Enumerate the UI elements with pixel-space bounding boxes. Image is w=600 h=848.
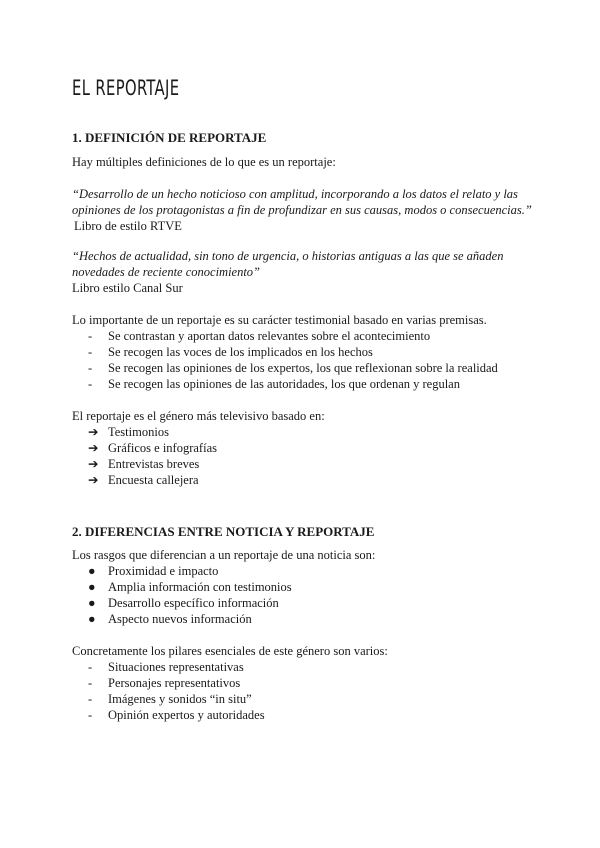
pillars-list <box>88 659 265 723</box>
section-2-heading: 2. DIFERENCIAS ENTRE NOTICIA Y REPORTAJE <box>72 524 375 539</box>
pillars-intro: Concretamente los pilares esenciales de este género son varios: <box>72 644 388 658</box>
list-item: ➔ Gráficos e infografías <box>88 441 217 455</box>
list-item: - Se recogen las opiniones de los expertos, los que reflexionan sobre la realidad <box>88 361 498 375</box>
dash-marker: - <box>88 377 93 391</box>
list-item: ➔ Testimonios <box>88 425 169 439</box>
quote-1-line-1: “Desarrollo de un hecho noticioso con amplitud, incorporando a los datos el relato y las <box>72 187 518 201</box>
list-item: - Se contrastan y aportan datos relevantes sobre el acontecimiento <box>88 329 431 343</box>
quote-2-line-2: novedades de reciente conocimiento” <box>72 265 261 279</box>
dash-marker: - <box>88 660 93 674</box>
bullet-icon: ● <box>88 596 96 610</box>
tv-intro: El reportaje es el género más televisivo basado en: <box>72 409 325 423</box>
arrow-icon: ➔ <box>88 441 99 455</box>
bullet-icon: ● <box>88 580 96 594</box>
dash-marker: - <box>88 329 93 343</box>
bullet-icon: ● <box>88 564 96 578</box>
arrow-icon: ➔ <box>88 473 99 487</box>
list-item: - Personajes representativos <box>88 676 241 690</box>
arrow-icon: ➔ <box>88 457 99 471</box>
list-item: - Opinión expertos y autoridades <box>88 708 265 722</box>
list-item: ➔ Entrevistas breves <box>88 457 200 471</box>
bullet-icon: ● <box>88 612 96 626</box>
list-item: ● Amplia información con testimonios <box>88 580 292 594</box>
list-item: - Se recogen las voces de los implicados en los hechos <box>88 345 373 359</box>
quote-1 <box>72 186 532 218</box>
dash-marker: - <box>88 692 93 706</box>
document-title: EL REPORTAJE <box>72 76 180 100</box>
section-1-intro: Hay múltiples definiciones de lo que es un reportaje: <box>72 155 336 169</box>
list-item: - Situaciones representativas <box>88 660 244 674</box>
list-item: ➔ Encuesta callejera <box>88 473 199 487</box>
dash-marker: - <box>88 345 93 359</box>
traits-list <box>88 563 292 627</box>
list-item: - Se recogen las opiniones de las autoridades, los que ordenan y regulan <box>88 377 460 391</box>
list-item: ● Desarrollo específico información <box>88 596 279 610</box>
list-item: ● Aspecto nuevos información <box>88 612 252 626</box>
list-item: ● Proximidad e impacto <box>88 564 219 578</box>
quote-2 <box>72 248 532 280</box>
arrow-icon: ➔ <box>88 425 99 439</box>
section-2-intro: Los rasgos que diferencian a un reportaje de una noticia son: <box>72 548 376 562</box>
premises-intro: Lo importante de un reportaje es su carácter testimonial basado en varias premisas. <box>72 313 487 327</box>
quote-2-source: Libro estilo Canal Sur <box>72 281 183 295</box>
section-1-heading: 1. DEFINICIÓN DE REPORTAJE <box>72 130 267 145</box>
list-item: - Imágenes y sonidos “in situ” <box>88 692 252 706</box>
quote-2-line-1: “Hechos de actualidad, sin tono de urgencia, o historias antiguas a las que se añaden <box>72 249 504 263</box>
premises-list <box>88 328 498 392</box>
quote-1-line-2: opiniones de los protagonistas a fin de profundizar en sus causas, modos o consecuencias.” <box>72 203 532 217</box>
quote-1-source: Libro de estilo RTVE <box>74 219 182 233</box>
tv-items-list <box>88 424 217 488</box>
dash-marker: - <box>88 676 93 690</box>
dash-marker: - <box>88 708 93 722</box>
dash-marker: - <box>88 361 93 375</box>
